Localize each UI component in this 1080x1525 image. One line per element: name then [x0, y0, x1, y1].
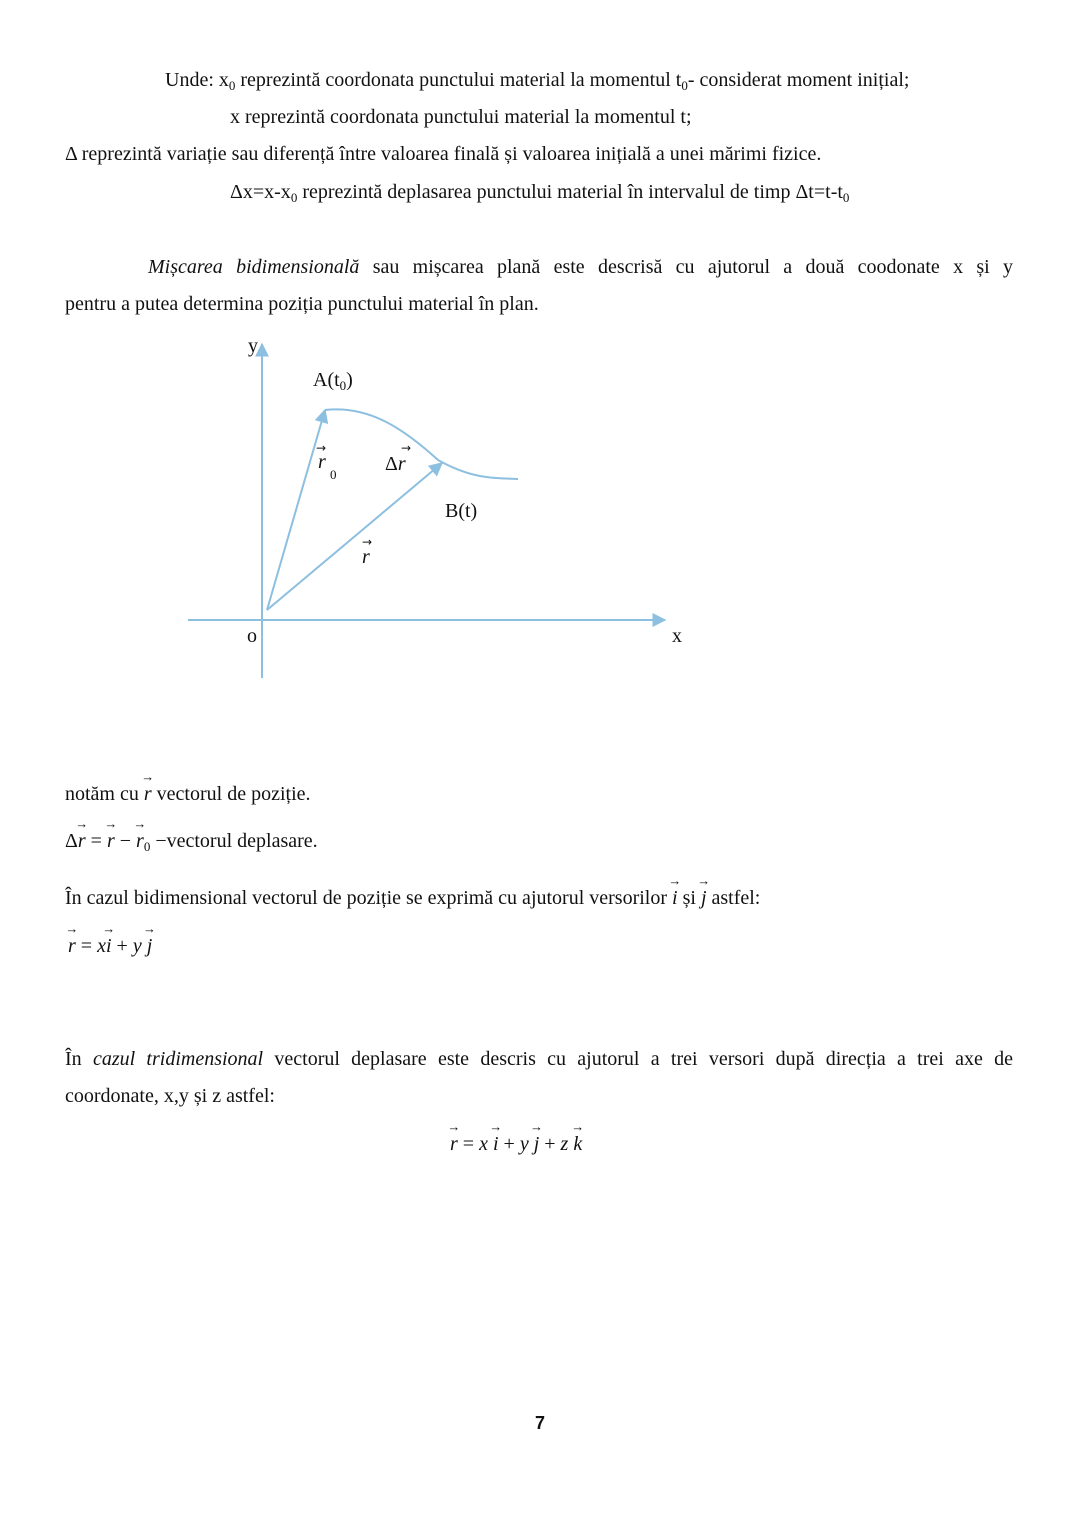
- intro-line-2: x reprezintă coordonata punctului material la momentul t;: [230, 106, 692, 128]
- bidimensional-line-2: pentru a putea determina poziția punctului material în plan.: [65, 293, 539, 315]
- case-2d-text: În cazul bidimensional vectorul de poziție se exprimă cu ajutorul versorilor → i și → j astfel:: [65, 886, 760, 910]
- case-2d-formula: → r = x→ i + y → j: [68, 934, 152, 958]
- y-axis-label: y: [248, 335, 258, 357]
- svg-text:r: r: [318, 451, 326, 473]
- x-axis-label: x: [672, 625, 682, 647]
- note-position-vector: notăm cu → r vectorul de poziție.: [65, 782, 311, 806]
- svg-text:→: →: [362, 535, 373, 549]
- point-b-label: B(t): [445, 500, 478, 522]
- svg-text:0: 0: [330, 467, 337, 482]
- delta-r-label: [385, 441, 411, 475]
- origin-label: o: [247, 625, 257, 647]
- r-label: [362, 535, 372, 568]
- r-vector: [267, 463, 442, 610]
- bidimensional-line-1: Mișcarea bidimensională sau mișcarea plană este descrisă cu ajutorul a două coodonate x și y: [148, 256, 1014, 278]
- case-3d-line-1: În cazul tridimensional vectorul deplasare este descris cu ajutorul a trei versori după direcția a trei axe de: [65, 1048, 1014, 1070]
- case-3d-line-2: coordonate, x,y și z astfel:: [65, 1085, 275, 1107]
- r0-label: [316, 441, 337, 482]
- note-displacement-vector: Δ→ r = → r − → $r_0$ −vectorul deplasare.: [65, 829, 318, 859]
- point-a-label: $A(t_0)$: [313, 369, 353, 393]
- intro-line-1: Unde: $x_0$ reprezintă coordonata punctului material la momentul $t_0-$ considerat moment inițial;: [165, 69, 910, 93]
- case-3d-formula: → r = x → i + y → j + z → k: [450, 1132, 582, 1156]
- svg-text:→: →: [316, 441, 327, 455]
- svg-text:Δr: Δr: [385, 453, 406, 475]
- trajectory-curve: [325, 409, 518, 479]
- page-number: 7: [534, 1413, 545, 1433]
- svg-text:→: →: [401, 441, 412, 455]
- intro-line-4: $\Delta x=x-x_0$ reprezintă deplasarea punctului material în intervalul de timp $\Delta t=t-t_0$: [230, 181, 850, 205]
- svg-text:r: r: [362, 546, 370, 568]
- r0-vector: [267, 410, 325, 610]
- motion-diagram: [180, 330, 700, 690]
- intro-line-3: Δ reprezintă variație sau diferență între valoarea finală și valoarea inițială a unei mărimi fizice.: [65, 143, 822, 165]
